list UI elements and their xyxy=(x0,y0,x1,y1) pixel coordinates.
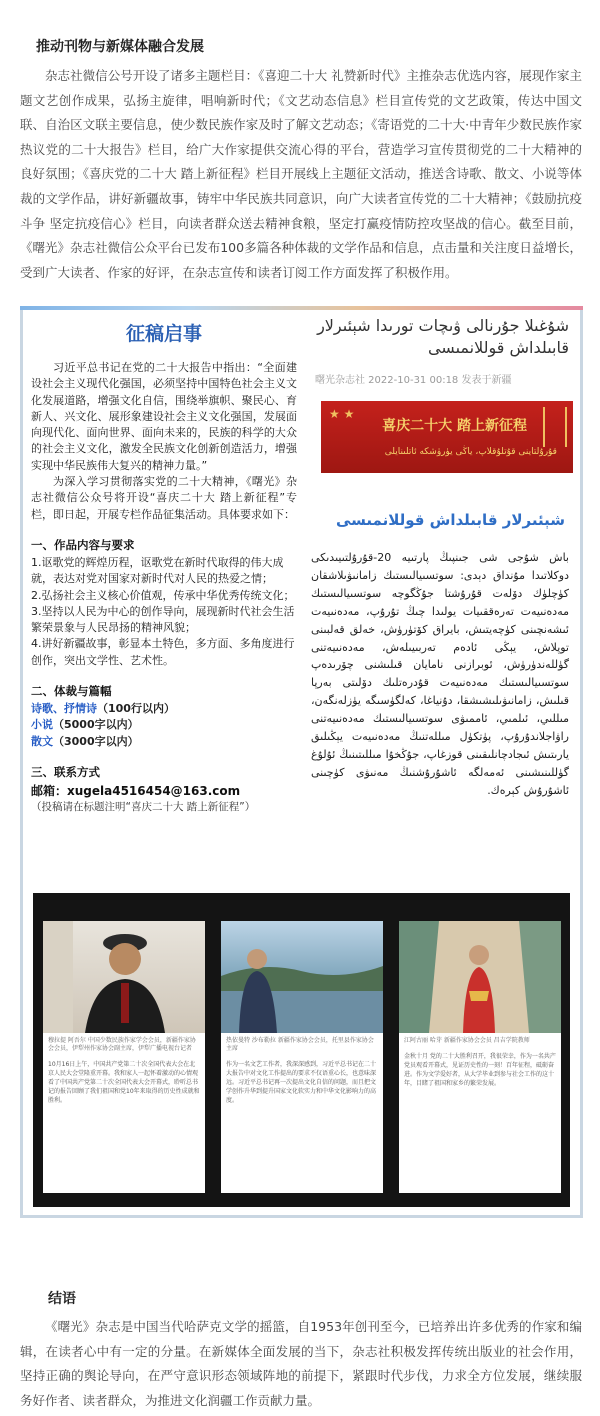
article-meta: 曙光杂志社 2022-10-31 00:18 发表于新疆 xyxy=(315,375,512,386)
stage-portrait-image xyxy=(399,921,561,1033)
genre-limit: （5000字以内） xyxy=(53,718,139,732)
banner-subtitle: قۇرۇلتاينى قۇتلۇقلاپ، ياڭى يۈرۈشكە ئاتلىنايلى xyxy=(384,447,557,457)
notice-intro: 习近平总书记在党的二十大报告中指出：“全面建设社会主义现代化强国，必须坚持中国特色社会主义文化发展道路，增强文化自信，围绕举旗帜、聚民心、育新人、兴文化、展形象建设社会主义文化强国，发展面向现代化、面向世界、面向未来的，民族的科学的大众的社会主义文化，激发全民族文化创新创造活力，增强实现中华民族伟大复兴的精神力量。” xyxy=(31,361,297,472)
tiananmen-icon xyxy=(543,407,567,447)
genre-name: 散文 xyxy=(31,734,53,748)
writer-card xyxy=(399,921,561,1193)
genre-name: 诗歌、抒情诗 xyxy=(31,702,97,716)
notice-title: 征稿启事 xyxy=(125,323,202,345)
writer-text: 金秋十月 党的二十大胜利召开，我很荣幸，作为一名共产党员观看开幕式，见证历史性的一刻！百年征程，砥砺奋进。作为文学爱好者，从大学毕业到参与社会工作的这十年，目睹了祖国和家乡的繁荣发展。 xyxy=(404,1053,556,1087)
writer-card xyxy=(43,921,205,1193)
requirements-heading: 一、作品内容与要求 xyxy=(31,537,135,552)
section-title: 推动刊物与新媒体融合发展 xyxy=(36,39,204,55)
genre-heading: 二、体裁与篇幅 xyxy=(31,684,112,699)
portrait-image xyxy=(43,921,205,1033)
uyghur-article-panel xyxy=(307,311,579,886)
writer-photo xyxy=(221,921,383,1033)
contact-heading: 三、联系方式 xyxy=(31,764,100,779)
conclusion-title: 结语 xyxy=(48,1291,76,1307)
notice-intro-2: 为深入学习贯彻落实党的二十大精神，《曙光》杂志社微信公众号将开设“喜庆二十大 踏上新征程”专栏，即日起，开展专栏作品征集活动。具体要求如下： xyxy=(31,475,297,521)
genre-limit: （100行以内） xyxy=(97,702,175,716)
writer-photo xyxy=(399,921,561,1033)
writers-photo-strip xyxy=(33,893,570,1207)
contact-email[interactable]: 邮箱：xugela4516454@163.com xyxy=(31,783,241,798)
conclusion-paragraph: 《曙光》杂志是中国当代哈萨克文学的摇篮，自1953年创刊至今，已培养出许多优秀的作家和编辑，在读者心中有一定的分量。在新媒体全面发展的当下，杂志社积极发挥传统出版业的社会作用，坚持正确的舆论导向，在严守意识形态领域阵地的前提下，紧跟时代步伐，力求全方位发展，继续服务好作者、读者群众，为推进文化润疆工作贡献力量。 xyxy=(20,1319,582,1408)
genre-item xyxy=(31,717,297,733)
requirement-item: 3.坚持以人民为中心的创作导向，展现新时代社会生活繁荣景象与人民昂扬的精神风貌； xyxy=(31,604,295,635)
article-collage xyxy=(20,306,583,1218)
section-paragraph: 杂志社微信公号开设了诸多主题栏目：《喜迎二十大 礼赞新时代》主推杂志优选内容，展现作家主题文艺创作成果，弘扬主旋律，唱响新时代；《文艺动态信息》栏目宣传党的文艺政策，传达中国文联、自治区文联主要信息，使少数民族作家及时了解文艺动态；《寄语党的二十大·中青年少数民族作家热议党的二十大报告》栏目，给广大作家提供交流心得的平台，营造学习宣传贯彻党的二十大精神的良好氛围；《喜庆党的二十大 踏上新征程》栏目开展线上主题征文活动，推送含诗歌、散文、小说等体裁的文学作品，讲好新疆故事，铸牢中华民族共同意识，向广大读者宣传党的二十大精神；《鼓励抗疫斗争 坚定抗疫信心》栏目，向读者群众送去精神食粮，坚定打赢疫情防控攻坚战的信心。截至目前，《曙光》杂志社微信公众平台已发布100多篇各种体裁的文学作品和信息，点击量和关注度日益增长，受到广大读者、作家的好评，在杂志宣传和读者订阅工作方面发挥了积极作用。 xyxy=(20,68,582,280)
uyghur-subtitle: شېئىرلار قابىلداش قوللانمىسى xyxy=(335,511,565,529)
genre-item xyxy=(31,701,297,717)
requirement-item: 2.弘扬社会主义核心价值观，传承中华优秀传统文化； xyxy=(31,588,295,602)
uyghur-article-title: شۇغىلا جۇرنالى ۋىچات تورىدا شېئىرلار قابىلداش قوللانمىسى xyxy=(317,316,569,357)
uyghur-body: باش شۇجى شى جىنپىڭ پارتىيە 20-قۇرۇلتىيىدىكى دوكلاتىدا مۇنداق دېدى: سوتسىيالىستىك زامانىۋىلاشقان كۈچلۈك دۆلەت قۇرۇشتا جۇڭگوچە سوتسىيالىستىك مەدەنىيەت تەرەققىيات يولىدا چىڭ تۇرۇپ، مەدەنىيەت ئىشەنچىنى كۈچەيتىش، بايراق كۆتۈرۈش، خەلق قەلبىنى توپلاش، يېڭى ئادەم تەربىيىلەش، مەدەنىيەتنى گۈللەندۈرۈش، ئوبرازنى نامايان قىلىشنى چۆرىدەپ سوتسىيالىستىك مەدەنىيەت قۇدرەتلىك دۆلىتى بەرپا قىلىش، زامانىۋىلىشىشقا، دۇنياغا، كەلگۈسىگە يۈزلەنگەن، مىللىي، ئىلمىي، ئاممىۋى سوتسىيالىستىك مەدەنىيەتنى راۋاجلاندۇرۇپ، پۈتكۈل مىللەتنىڭ مەدەنىيەت يېڭىلىق يارىتىش ئىجادچانلىقىنى قوزغاپ، جۇڭخۇا مىللىتىنىڭ ئۇلۇغ گۈللىنىشىنى ئەمەلگە ئاشۇرۇشنىڭ مەنىۋى كۈچىنى ئاشۇرۇش كېرەك. xyxy=(311,551,569,797)
banner-title: 喜庆二十大 踏上新征程 xyxy=(382,418,527,434)
stars-icon: ★ ★ xyxy=(329,407,355,421)
genre-limit: （3000字以内） xyxy=(53,734,139,748)
genre-name: 小说 xyxy=(31,718,53,732)
submission-note: （投稿请在标题注明“喜庆二十大 踏上新征程”） xyxy=(31,800,256,813)
writer-caption: 穆拉提 阿吾尔 中国少数民族作家学会会员，新疆作家协会会员，伊犁州作家协会副主席，伊犁广播电视台记者 xyxy=(48,1037,196,1052)
writer-text: 10月16日上午，中国共产党第二十次全国代表大会在北京人民大会堂隆重开幕。我和家人一起怀着激动的心情观看了中国共产党第二十次全国代表大会开幕式，聆听总书记的报告回顾了我们祖国和党10年来取得的历史性成就和胜利。 xyxy=(48,1061,200,1104)
writer-photo xyxy=(43,921,205,1033)
event-banner xyxy=(321,401,573,473)
writer-text: 作为一名文艺工作者，我深深感到，习近平总书记在二十大报告中对文化工作提出的要求不仅语重心长，也意味深远。习近平总书记再一次提出文化自信的问题，而且把文学创作升华到提升国家文化软实力和中华文化影响力的高度。 xyxy=(226,1061,377,1104)
lake-portrait-image xyxy=(221,921,383,1033)
genre-item xyxy=(31,734,297,750)
writer-card xyxy=(221,921,383,1193)
requirement-item: 1.讴歌党的辉煌历程，讴歌党在新时代取得的伟大成就，表达对党对国家对新时代对人民的热爱之情； xyxy=(31,555,284,586)
writer-caption: 江阿古丽 哈芽 新疆作家协会会员 昌吉学院教师 xyxy=(404,1037,530,1044)
requirement-item: 4.讲好新疆故事，彰显本土特色，多方面、多角度进行创作，突出文学性、艺术性。 xyxy=(31,637,295,667)
writer-caption: 热依曼特 沙布勒拉 新疆作家协会会员，托里县作家协会主席 xyxy=(226,1037,374,1052)
call-for-papers-panel xyxy=(25,311,303,886)
